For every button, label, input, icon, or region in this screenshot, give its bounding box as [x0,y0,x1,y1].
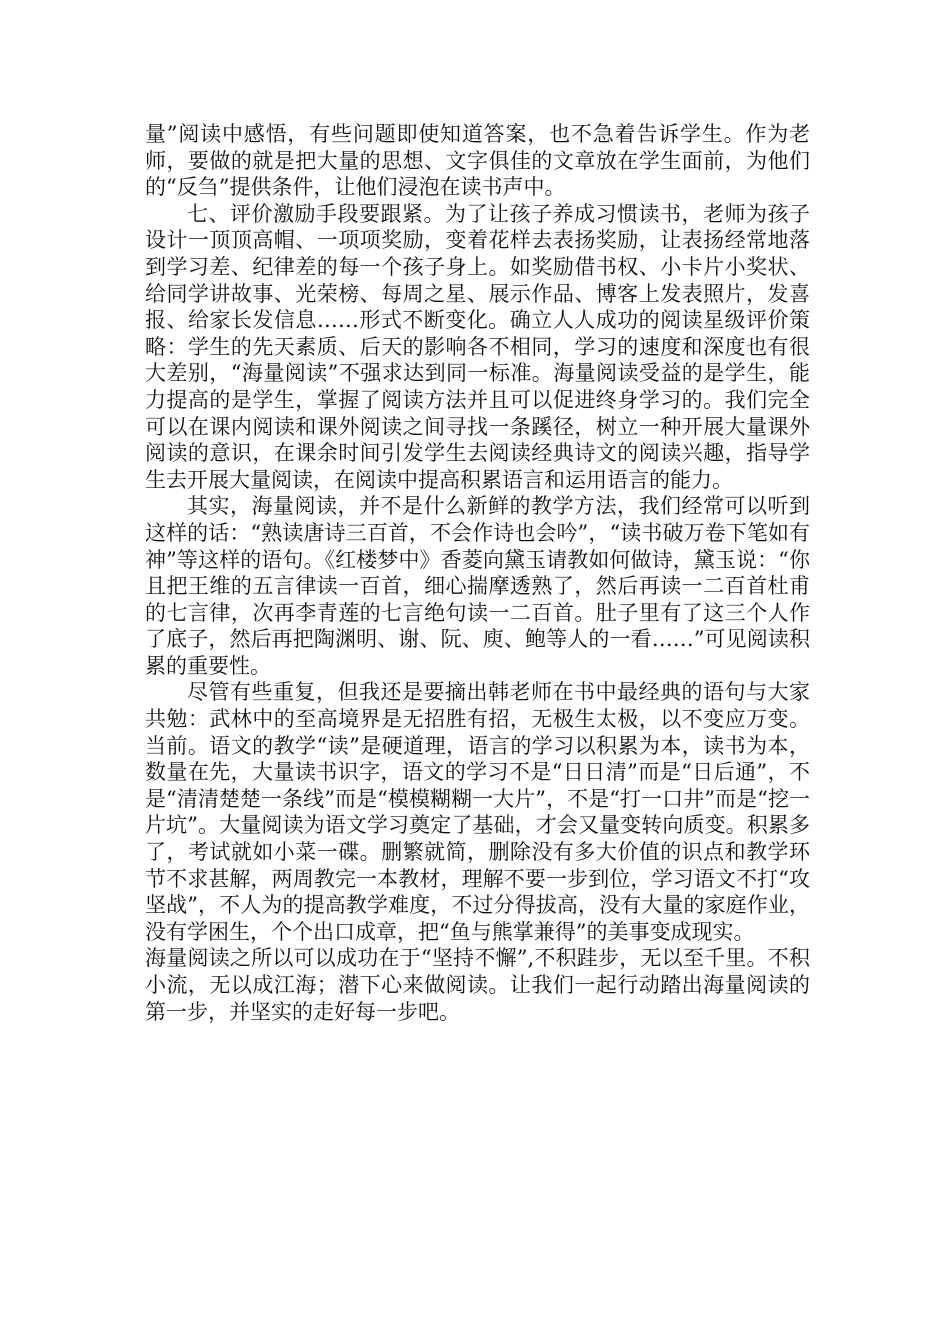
paragraph-3: 其实，海量阅读，并不是什么新鲜的教学方法，我们经常可以听到这样的话：“熟读唐诗三百首，不会作诗也会吟”，“读书破万卷下笔如有神”等这样的语句。《红楼梦中》香菱向黛玉请教如何做诗，黛玉说：“你且把王维的五言律读一百首，细心揣摩透熟了，然后再读一二百首杜甫的七言律，次再李青莲的七言绝句读一二百首。肚子里有了这三个人作了底子，然后再把陶渊明、谢、阮、庾、鲍等人的一看……”可见阅读积累的重要性。 [145,494,810,678]
paragraph-1: 量”阅读中感悟，有些问题即使知道答案，也不急着告诉学生。作为老师，要做的就是把大量的思想、文字俱佳的文章放在学生面前，为他们的“反刍”提供条件，让他们浸泡在读书声中。 [145,122,810,200]
paragraph-2: 七、评价激励手段要跟紧。为了让孩子养成习惯读书，老师为孩子设计一顶顶高帽、一项项奖励，变着花样去表扬奖励，让表扬经常地落到学习差、纪律差的每一个孩子身上。如奖励借书权、小卡片小奖状、给同学讲故事、光荣榜、每周之星、展示作品、博客上发表照片，发喜报、给家长发信息……形式不断变化。确立人人成功的阅读星级评价策略：学生的先天素质、后天的影响各不相同，学习的速度和深度也有很大差别，“海量阅读”不强求达到同一标准。海量阅读受益的是学生，能力提高的是学生，掌握了阅读方法并且可以促进终身学习的。我们完全可以在课内阅读和课外阅读之间寻找一条蹊径，树立一种开展大量课外阅读的意识，在课余时间引发学生去阅读经典诗文的阅读兴趣，指导学生去开展大量阅读，在阅读中提高积累语言和运用语言的能力。 [145,201,810,492]
document-body [145,121,810,1025]
paragraph-5: 海量阅读之所以可以成功在于“坚持不懈”,不积跬步，无以至千里。不积小流，无以成江海；潜下心来做阅读。让我们一起行动踏出海量阅读的第一步，并坚实的走好每一步吧。 [145,946,810,1024]
paragraph-4: 尽管有些重复，但我还是要摘出韩老师在书中最经典的语句与大家共勉：武林中的至高境界是无招胜有招，无极生太极，以不变应万变。当前。语文的教学“读”是硬道理，语言的学习以积累为本，读书为本，数量在先，大量读书识字，语文的学习不是“日日清”而是“日后通”，不是“清清楚楚一条线”而是“模模糊糊一大片”，不是“打一口井”而是“挖一片坑”。大量阅读为语文学习奠定了基础，才会又量变转向质变。积累多了，考试就如小菜一碟。删繁就简，删除没有多大价值的识点和教学环节不求甚解，两周教完一本教材，理解不要一步到位，学习语文不打“攻坚战”，不人为的提高教学难度，不过分得拔高，没有大量的家庭作业，没有学困生，个个出口成章，把“鱼与熊掌兼得”的美事变成现实。 [145,680,810,944]
